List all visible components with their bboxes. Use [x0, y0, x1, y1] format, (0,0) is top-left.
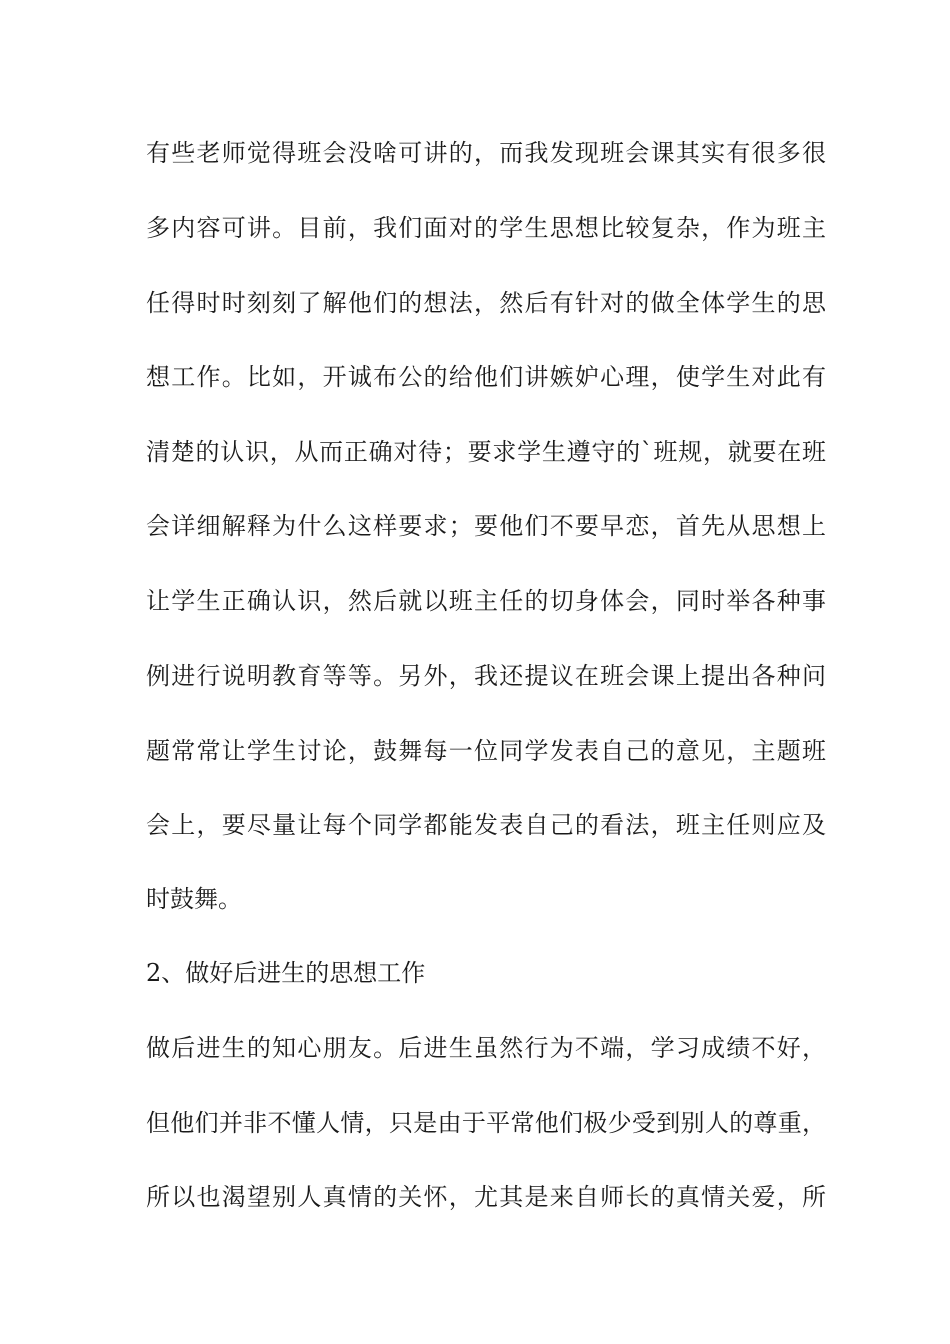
- paragraph-1-line-4: 想工作。比如，开诚布公的给他们讲嫉妒心理，使学生对此有: [146, 363, 826, 391]
- paragraph-1-line-6: 会详细解释为什么这样要求；要他们不要早恋，首先从思想上: [146, 512, 826, 540]
- paragraph-1-line-11: 时鼓舞。: [146, 885, 242, 913]
- paragraph-1-line-2: 多内容可讲。目前，我们面对的学生思想比较复杂，作为班主: [146, 214, 826, 242]
- paragraph-1-line-1: 有些老师觉得班会没啥可讲的，而我发现班会课其实有很多很: [146, 139, 826, 167]
- paragraph-1-line-5: 清楚的认识，从而正确对待；要求学生遵守的`班规，就要在班: [146, 438, 826, 466]
- paragraph-2-line-3: 所以也渴望别人真情的关怀，尤其是来自师长的真情关爱，所: [146, 1183, 826, 1211]
- paragraph-1-line-10: 会上，要尽量让每个同学都能发表自己的看法，班主任则应及: [146, 811, 826, 839]
- paragraph-2-line-2: 但他们并非不懂人情，只是由于平常他们极少受到别人的尊重，: [146, 1109, 826, 1137]
- section-heading: 2、做好后进生的思想工作: [146, 959, 426, 987]
- paragraph-1-line-8: 例进行说明教育等等。另外，我还提议在班会课上提出各种问: [146, 662, 826, 690]
- paragraph-1-line-7: 让学生正确认识，然后就以班主任的切身体会，同时举各种事: [146, 587, 826, 615]
- paragraph-2-line-1: 做后进生的知心朋友。后进生虽然行为不端，学习成绩不好，: [146, 1034, 826, 1062]
- paragraph-1-line-9: 题常常让学生讨论，鼓舞每一位同学发表自己的意见，主题班: [146, 737, 826, 765]
- paragraph-1-line-3: 任得时时刻刻了解他们的想法，然后有针对的做全体学生的思: [146, 289, 826, 317]
